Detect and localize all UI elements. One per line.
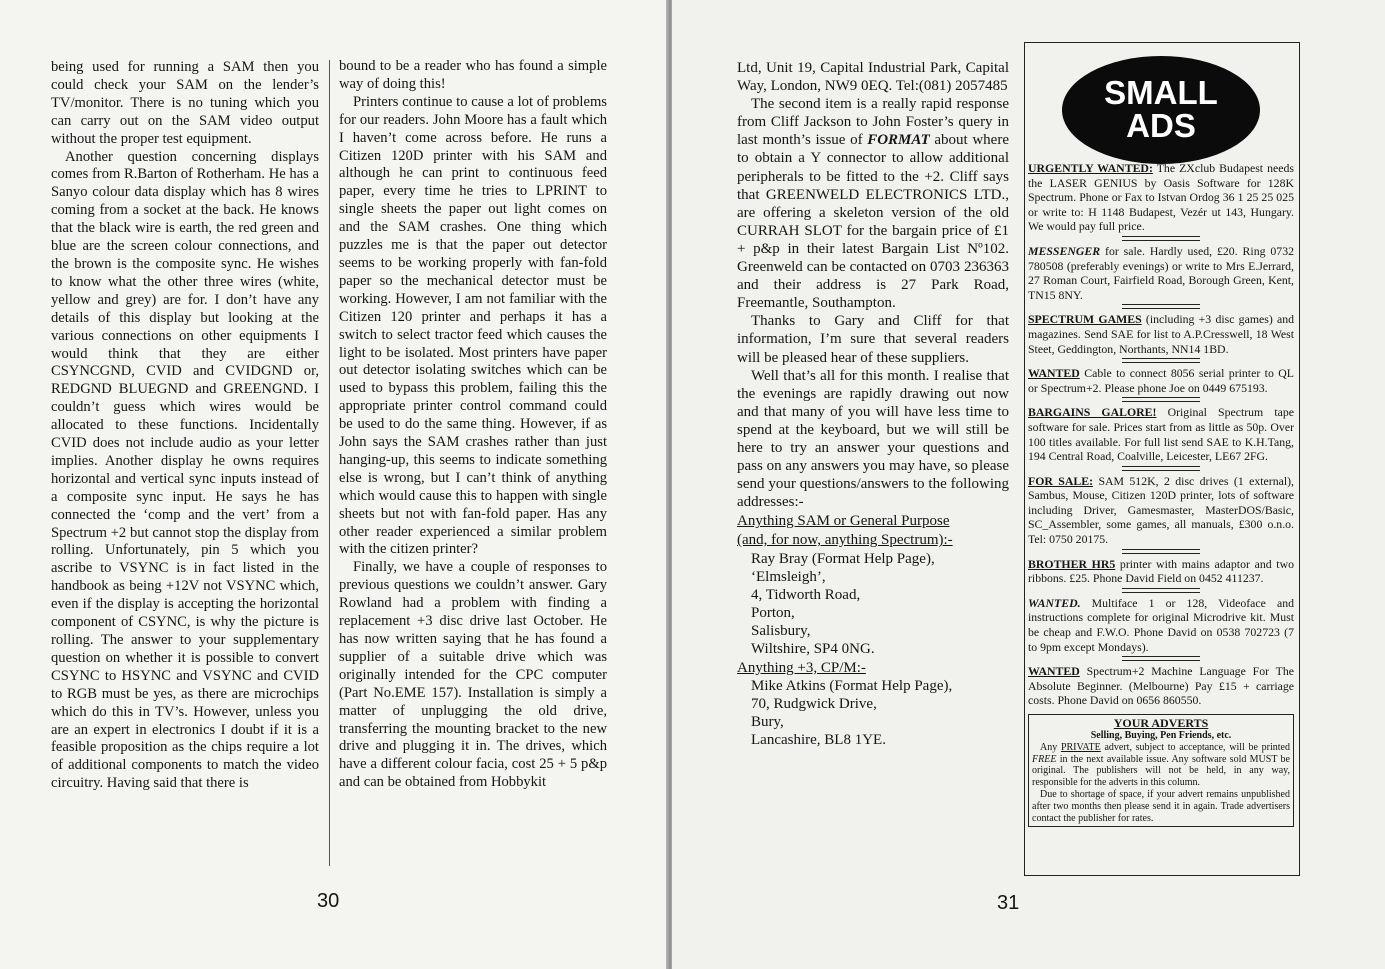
right-page	[672, 0, 1385, 969]
ad-heading: WANTED	[1028, 366, 1080, 381]
page-number: 30	[317, 890, 340, 912]
left-column-1	[51, 59, 319, 793]
ad-heading: FOR SALE:	[1028, 473, 1094, 488]
small-ads-logo	[1062, 56, 1260, 164]
page-number: 31	[997, 892, 1020, 914]
ad-text: (including +3 disc games) and magazines. Send SAE for list to A.P.Cresswell, 18 West Steet, Geddington, Northants, NN14 1BD.	[1028, 312, 1295, 356]
paragraph: Printers continue to cause a lot of problems for our readers. John Moore has a fault which I haven’t come across before. He runs a Citizen 120D printer with his SAM and although he can print to continuous feed paper, every time he tries to LPRINT to single sheets the paper out light comes on and the SAM crashes. One thing which puzzles me is that the paper out detector seems to be working properly with fan-fold paper so the mechanical detector must be working. However, I am not familiar with the Citizen 120 printer and perhaps it has a switch to select tractor feed which causes the light to be isolated. Most printers have paper out detector isolating switches which can be used to bypass this problem, failing this the appropriate printer control command could be used to do the same thing. However, if as John says the SAM crashes rather than just hanging-up, this seems to indicate something else is wrong, but I can’t think of anything which would cause this to happen with single sheets but not with fan-fold paper. Has any other reader experienced a similar problem with the citizen printer?	[339, 93, 607, 558]
address-line: ‘Elmsleigh’,	[751, 568, 826, 585]
your-adverts-title: YOUR ADVERTS	[1113, 716, 1209, 730]
ad-text: Multiface 1 or 128, Videoface and instructions complete for original Microdrive kit. Must be cheap and F.W.O. Phone David on 0538 702723 (7 to 9pm except Mondays).	[1028, 595, 1294, 654]
ad-text: The ZXclub Budapest needs the LASER GENIUS by Oasis Software for 128K Spectrum. Phone or Fax to Istvan Ordog 36 1 25 25 025 or write to: H 1148 Budapest, Vezér ut 143, Hungary. We would pay full price.	[1028, 161, 1294, 234]
address-line: Porton,	[751, 604, 795, 621]
small-ad	[1028, 664, 1294, 708]
paragraph: Another question concerning displays comes from R.Barton of Rotherham. He has a Sanyo colour data display which has 8 wires coming from a socket at the back. He knows that the black wire is earth, the red green and blue are the screen colour connections, and the brown is the composite sync. He wishes to know what the other three wires (white, yellow and grey) are for. I don’t have any details of this display but looking at the various connections on other equipments I would think that they are either CSYNCGND, CVID and CVIDGND or, REDGND BLUEGND and GREENGND. I couldn’t guess which wires would be allocated to these functions. Incidentally CVID does not include audio as your letter implies. Another display he owns requires horizontal and vertical sync inputs instead of a composite sync input. He says he has connected the ‘comp and the vert’ from a Spectrum +2 but cannot stop the display from rolling. Unfortunately, pin 5 which you ascribe to VSYNC is in fact listed in the handbook as being +12V not VSYNC which, even if the display is accepting the horizontal component of CSYNC, is why the picture is rolling. The answer to your supplementary question on whether it is possible to convert CSYNC to HSYNC and VSYNC and CVID to RGB must be yes, as there are microchips which do this in TV’s. However, unless you are an expert in electronics I doubt if it is a feasible proposition as the chips require a lot of additional components to match the video circuitry. Having said that there is	[51, 148, 319, 792]
your-adverts-text	[1032, 742, 1290, 789]
ad-text: SAM 512K, 2 disc drives (1 external), Sambus, Mouse, Citizen 120D printer, lots of software including Driver, Gamesmaster, MasterDOS/Basic, SC_Assembler, some games, all manuals, £300 o.n.o. Tel: 0750 20175.	[1028, 473, 1294, 547]
ad-heading: BARGAINS GALORE!	[1028, 405, 1157, 420]
left-column-2	[339, 58, 607, 792]
ad-heading: WANTED	[1028, 664, 1080, 679]
text-run: Any	[1040, 741, 1061, 753]
your-adverts-subtitle: Selling, Buying, Pen Friends, etc.	[1090, 730, 1232, 741]
text-run: The second item is a really rapid response from Cliff Jackson to John Foster’s query in last month’s issue of	[737, 96, 1009, 149]
small-ad	[1028, 244, 1294, 302]
ad-separator	[1122, 358, 1200, 363]
small-ad	[1028, 366, 1294, 395]
ad-separator	[1122, 466, 1200, 471]
paragraph: Ltd, Unit 19, Capital Industrial Park, Capital Way, London, NW9 0EQ. Tel:(081) 2057485	[737, 60, 1009, 95]
right-column-1	[737, 59, 1009, 750]
paragraph: Finally, we have a couple of responses to previous questions we couldn’t answer. Gary Rowland had a problem with finding a replacement +3 disc drive last October. He has now written saying that he has found a supplier of a suitable drive which was originally intended for the CPC computer (Part No.EME 157). Installation is simply a matter of unplugging the old drive, transferring the mounting bracket to the new drive and plugging it in. The drives, which have a different colour facia, cost 25 + 5 p&p and can be obtained from Hobbykit	[339, 559, 607, 791]
small-ad	[1028, 161, 1294, 234]
address-heading: Anything SAM or General Purpose	[737, 513, 950, 530]
ad-text: printer with mains adaptor and two ribbons. £25. Phone David Field on 0452 411237.	[1028, 556, 1294, 586]
ad-heading: SPECTRUM GAMES	[1028, 312, 1142, 327]
ad-separator	[1122, 304, 1200, 309]
paragraph: bound to be a reader who has found a simple way of doing this!	[339, 58, 607, 92]
left-page	[0, 0, 668, 969]
small-ad	[1028, 474, 1294, 547]
paragraph: Well that’s all for this month. I realise that the evenings are rapidly drawing out now and that many of you will have less time to spend at the keyboard, but we will still be here to try an answer your questions and pass on any answers you may have, so please send your questions/answers to the following addresses:-	[737, 367, 1010, 511]
ad-heading: BROTHER HR5	[1028, 556, 1116, 571]
ad-heading: MESSENGER	[1028, 243, 1101, 258]
small-ad	[1028, 405, 1294, 463]
small-ad	[1028, 596, 1294, 654]
address-line: 4, Tidworth Road,	[751, 586, 861, 603]
your-adverts-text: Due to shortage of space, if your advert remains unpublished after two months then please send it in again. Trade advertisers contact the publisher for rates.	[1032, 788, 1290, 824]
small-ads-box	[1024, 42, 1300, 876]
ad-separator	[1122, 236, 1200, 241]
ad-heading: WANTED.	[1028, 595, 1081, 610]
text-run: about where to obtain a Y connector to allow additional peripherals to be fitted to the +2. Cliff says that GREENWELD ELECTRONICS LTD., are offering a skeleton version of the old CURRAH SLOT for the bargain price of £1 + p&p in their latest Bargain List Nº102. Greenweld can be contacted on 0703 236363 and their address is 27 Park Road, Freemantle, Southampton.	[737, 132, 1009, 312]
address-line: Ray Bray (Format Help Page),	[751, 550, 935, 567]
address-heading: Anything +3, CP/M:-	[737, 660, 866, 677]
address-line: 70, Rudgwick Drive,	[751, 696, 877, 713]
address-line: Salisbury,	[751, 622, 811, 639]
ad-text: Cable to connect 8056 serial printer to QL or Spectrum+2. Please phone Joe on 0449 675193.	[1028, 366, 1294, 395]
ad-separator	[1122, 397, 1200, 402]
your-adverts-box	[1028, 714, 1294, 827]
small-ad	[1028, 312, 1294, 356]
magazine-title: FORMAT	[867, 132, 930, 149]
address-line: Wiltshire, SP4 0NG.	[751, 641, 875, 657]
small-ads-list	[1028, 161, 1294, 827]
ad-text: for sale. Hardly used, £20. Ring 0732 780508 (preferably evenings) or write to Mrs E.Jerrard, 27 Roman Court, Fairfield Road, Borough Green, Kent, TN15 8NY.	[1028, 243, 1294, 302]
text-run: in the next available issue. Any software sold MUST be original. The publishers will not be held, in any way, responsible for the adverts in this column.	[1032, 753, 1290, 789]
logo-line: SMALL	[1104, 74, 1218, 111]
address-line: Lancashire, BL8 1YE.	[751, 732, 886, 749]
ad-separator	[1122, 549, 1200, 554]
address-block	[737, 550, 1009, 659]
address-line: Mike Atkins (Format Help Page),	[751, 678, 953, 695]
text-run: FREE	[1032, 753, 1057, 765]
ad-text: Spectrum+2 Machine Language For The Absolute Beginner. (Melbourne) Pay £15 + carriage costs. Phone David on 0656 860550.	[1028, 664, 1294, 708]
paragraph: Thanks to Gary and Cliff for that information, I’m sure that several readers will be pleased hear of these suppliers.	[737, 313, 1009, 366]
text-run: PRIVATE	[1060, 741, 1101, 753]
ad-separator	[1122, 656, 1200, 661]
small-ad	[1028, 557, 1294, 586]
column-divider	[329, 60, 330, 866]
address-heading: (and, for now, anything Spectrum):-	[737, 532, 953, 549]
text-run: advert, subject to acceptance, will be printed	[1100, 741, 1290, 753]
ad-text: Original Spectrum tape software for sale. Prices start from as little as 50p. Over 100 titles available. For full list send SAE to K.H.Tang, 194 Central Road, Coalville, Leicester, LE67 2FG.	[1028, 405, 1294, 464]
address-block	[737, 677, 1009, 749]
address-line: Bury,	[751, 714, 784, 731]
ad-separator	[1122, 588, 1200, 593]
paragraph: being used for running a SAM then you could check your SAM on the lender’s TV/monitor. There is no tuning which you can carry out on the SAM video output without the proper test equipment.	[51, 59, 319, 147]
ad-heading: URGENTLY WANTED:	[1028, 161, 1153, 175]
logo-line: ADS	[1126, 107, 1196, 144]
paragraph	[737, 95, 1009, 312]
